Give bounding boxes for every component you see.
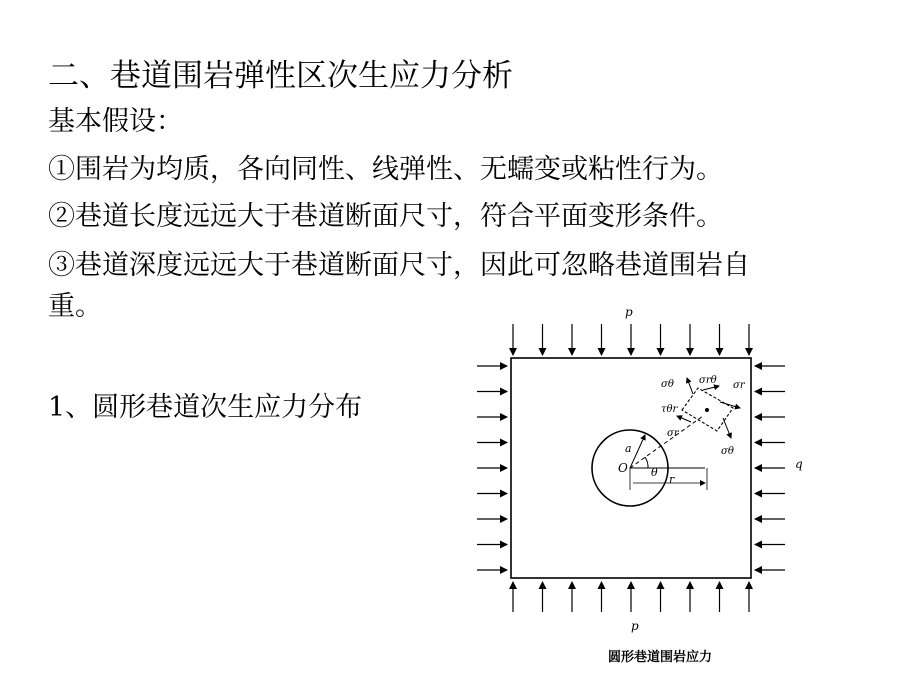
sigma-r-inner-label: σr bbox=[667, 428, 679, 439]
origin-label: O bbox=[618, 461, 628, 475]
sigma-r-theta-label: σrθ bbox=[699, 375, 717, 386]
angle-label: θ bbox=[651, 466, 658, 479]
right-load-arrows bbox=[755, 366, 785, 570]
sigma-r-right-label: σr bbox=[733, 380, 745, 391]
side-load-label: q bbox=[795, 457, 803, 471]
angle-arc bbox=[645, 457, 648, 468]
tunnel-stress-diagram bbox=[455, 300, 815, 645]
left-load-arrows bbox=[477, 366, 507, 570]
section-subheading: 1、圆形巷道次生应力分布 bbox=[48, 392, 363, 423]
sigma-theta-top-label: σθ bbox=[661, 379, 674, 390]
assumption-heading: 基本假设： bbox=[48, 106, 183, 137]
assumption-2: ②巷道长度远远大于巷道断面尺寸，符合平面变形条件。 bbox=[48, 201, 723, 232]
distance-label: r bbox=[669, 473, 675, 486]
top-load-arrows bbox=[513, 324, 749, 355]
tau-theta-r-label: τθr bbox=[661, 404, 678, 415]
slide-title: 二、巷道围岩弹性区次生应力分析 bbox=[48, 58, 513, 94]
figure-caption: 圆形巷道围岩应力 bbox=[607, 650, 712, 665]
top-load-label: p bbox=[625, 305, 633, 319]
stress-element bbox=[677, 378, 740, 438]
bottom-load-arrows bbox=[513, 582, 749, 612]
sigma-theta-bottom-label: σθ bbox=[721, 446, 734, 457]
assumption-3-continued: 重。 bbox=[48, 291, 102, 322]
assumption-1: ①围岩为均质，各向同性、线弹性、无蠕变或粘性行为。 bbox=[48, 154, 723, 185]
bottom-load-label: p bbox=[631, 619, 639, 633]
radius-label: a bbox=[625, 442, 632, 455]
assumption-3: ③巷道深度远远大于巷道断面尺寸，因此可忽略巷道围岩自 bbox=[48, 250, 750, 281]
